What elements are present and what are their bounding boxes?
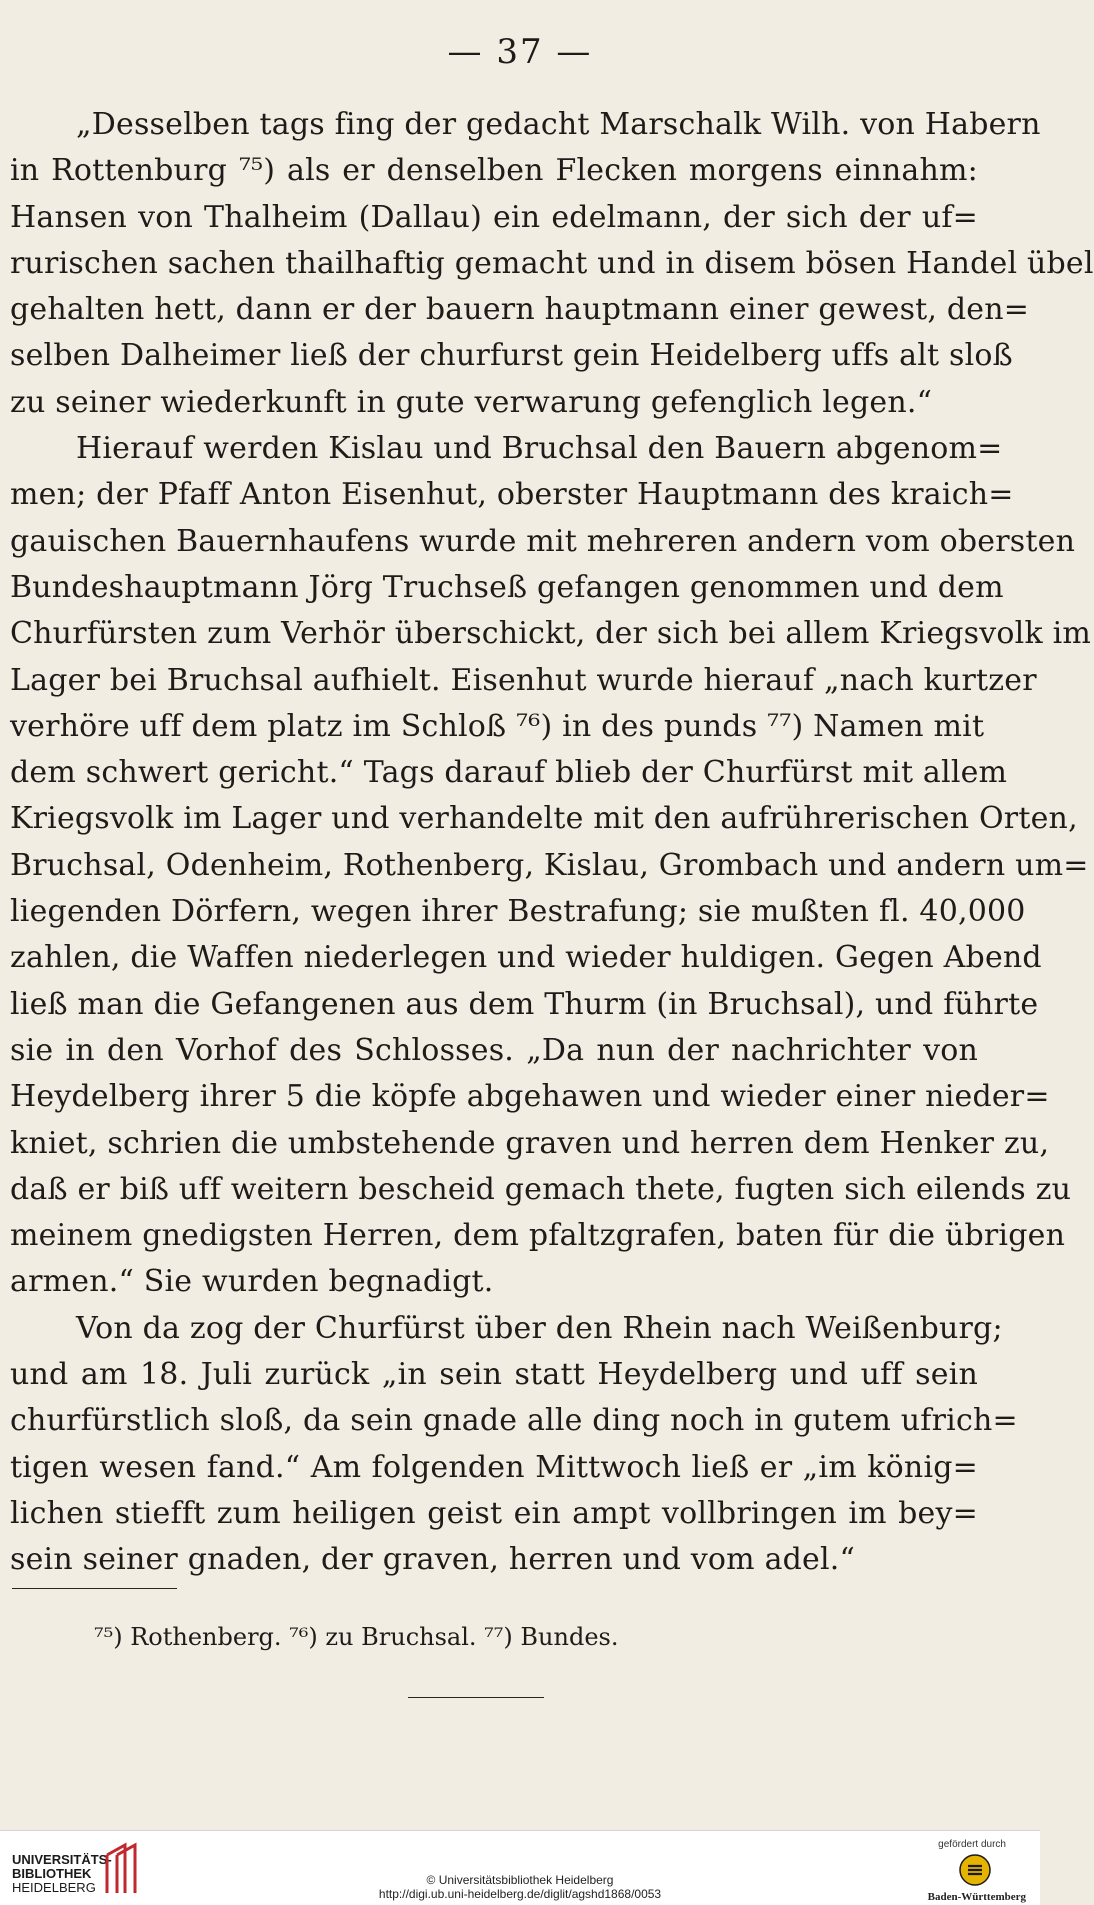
text-line: und am 18. Juli zurück „in sein statt Heydelberg und uff sein xyxy=(10,1357,978,1393)
text-line: daß er biß uff weitern bescheid gemach thete, fugten sich eilends zu xyxy=(10,1171,1072,1207)
paragraph-1 xyxy=(10,102,1094,426)
text-line: Churfürsten zum Verhör überschickt, der sich bei allem Kriegsvolk im xyxy=(10,616,1092,652)
text-line: Lager bei Bruchsal aufhielt. Eisenhut wurde hierauf „nach kurtzer xyxy=(10,662,1037,698)
text-line: zahlen, die Waffen niederlegen und wieder huldigen. Gegen Abend xyxy=(10,940,1042,976)
text-line: Von da zog der Churfürst über den Rhein nach Weißenburg; xyxy=(76,1310,1003,1346)
text-line: gauischen Bauernhaufens wurde mit mehreren andern vom obersten xyxy=(10,523,1076,559)
text-line: armen.“ Sie wurden begnadigt. xyxy=(10,1264,494,1300)
text-line: Kriegsvolk im Lager und verhandelte mit den aufrührerischen Orten, xyxy=(10,801,1078,837)
text-line: in Rottenburg ⁷⁵) als er denselben Flecken morgens einnahm: xyxy=(10,153,978,189)
text-line: zu seiner wiederkunft in gute verwarung gefenglich legen.“ xyxy=(10,384,933,420)
paragraph-3 xyxy=(10,1306,1018,1584)
page-end-divider xyxy=(408,1697,544,1698)
viewer-footer xyxy=(0,1830,1040,1905)
body-text xyxy=(10,102,1094,1584)
text-line: meinem gnedigsten Herren, dem pfaltzgrafen, baten für die übrigen xyxy=(10,1218,1066,1254)
library-name-line: UNIVERSITÄTS- xyxy=(12,1852,112,1867)
library-name-line: HEIDELBERG xyxy=(12,1880,96,1895)
text-line: Hansen von Thalheim (Dallau) ein edelmann, der sich der uf= xyxy=(10,199,978,235)
text-line: „Desselben tags fing der gedacht Marschalk Wilh. von Habern xyxy=(76,107,1041,142)
text-line: sein seiner gnaden, der graven, herren und vom adel.“ xyxy=(10,1542,856,1578)
funder-name: Baden-Württemberg xyxy=(927,1891,1026,1903)
text-line: sie in den Vorhof des Schlosses. „Da nun der nachrichter von xyxy=(10,1032,978,1068)
library-name-line: BIBLIOTHEK xyxy=(12,1866,92,1881)
text-line: Heydelberg ihrer 5 die köpfe abgehawen und wieder einer nieder= xyxy=(10,1079,1050,1115)
text-line: kniet, schrien die umbstehende graven und herren dem Henker zu, xyxy=(10,1125,1050,1161)
text-line: liegenden Dörfern, wegen ihrer Bestrafung; sie mußten fl. 40,000 xyxy=(10,894,1026,930)
text-line: Bundeshauptmann Jörg Truchseß gefangen genommen und dem xyxy=(10,569,1004,605)
text-line: tigen wesen fand.“ Am folgenden Mittwoch ließ er „im könig= xyxy=(10,1449,978,1485)
text-line: gehalten hett, dann er der bauern hauptmann einer gewest, den= xyxy=(10,292,1030,328)
text-line: ließ man die Gefangenen aus dem Thurm (in Bruchsal), und führte xyxy=(10,986,1039,1022)
text-line: churfürstlich sloß, da sein gnade alle ding noch in gutem ufrich= xyxy=(10,1403,1018,1439)
footnote-divider xyxy=(12,1588,177,1589)
paragraph-2 xyxy=(10,426,1092,1306)
text-line: men; der Pfaff Anton Eisenhut, oberster Hauptmann des kraich= xyxy=(10,477,1014,513)
funded-by-label: gefördert durch xyxy=(938,1839,1006,1850)
copyright-notice xyxy=(0,1873,1040,1901)
copyright-text: © Universitätsbibliothek Heidelberg xyxy=(426,1873,614,1887)
text-line: rurischen sachen thailhaftig gemacht und in disem bösen Handel übel xyxy=(10,245,1094,281)
text-line: selben Dalheimer ließ der churfurst gein Heidelberg uffs alt sloß xyxy=(10,338,1013,374)
coat-of-arms-icon xyxy=(958,1853,992,1887)
text-line: Hierauf werden Kislau und Bruchsal den Bauern abgenom= xyxy=(76,431,1003,467)
footnotes: ⁷⁵) Rothenberg. ⁷⁶) zu Bruchsal. ⁷⁷) Bundes. xyxy=(94,1623,619,1651)
permalink[interactable]: http://digi.ub.uni-heidelberg.de/diglit/agshd1868/0053 xyxy=(378,1887,662,1901)
text-line: Bruchsal, Odenheim, Rothenberg, Kislau, Grombach und andern um= xyxy=(10,847,1089,883)
text-line: dem schwert gericht.“ Tags darauf blieb der Churfürst mit allem xyxy=(10,755,1008,791)
text-line: verhöre uff dem platz im Schloß ⁷⁶) in des punds ⁷⁷) Namen mit xyxy=(10,708,985,744)
text-line: lichen stiefft zum heiligen geist ein ampt vollbringen im bey= xyxy=(10,1495,978,1531)
page-number: — 37 — xyxy=(447,32,593,72)
